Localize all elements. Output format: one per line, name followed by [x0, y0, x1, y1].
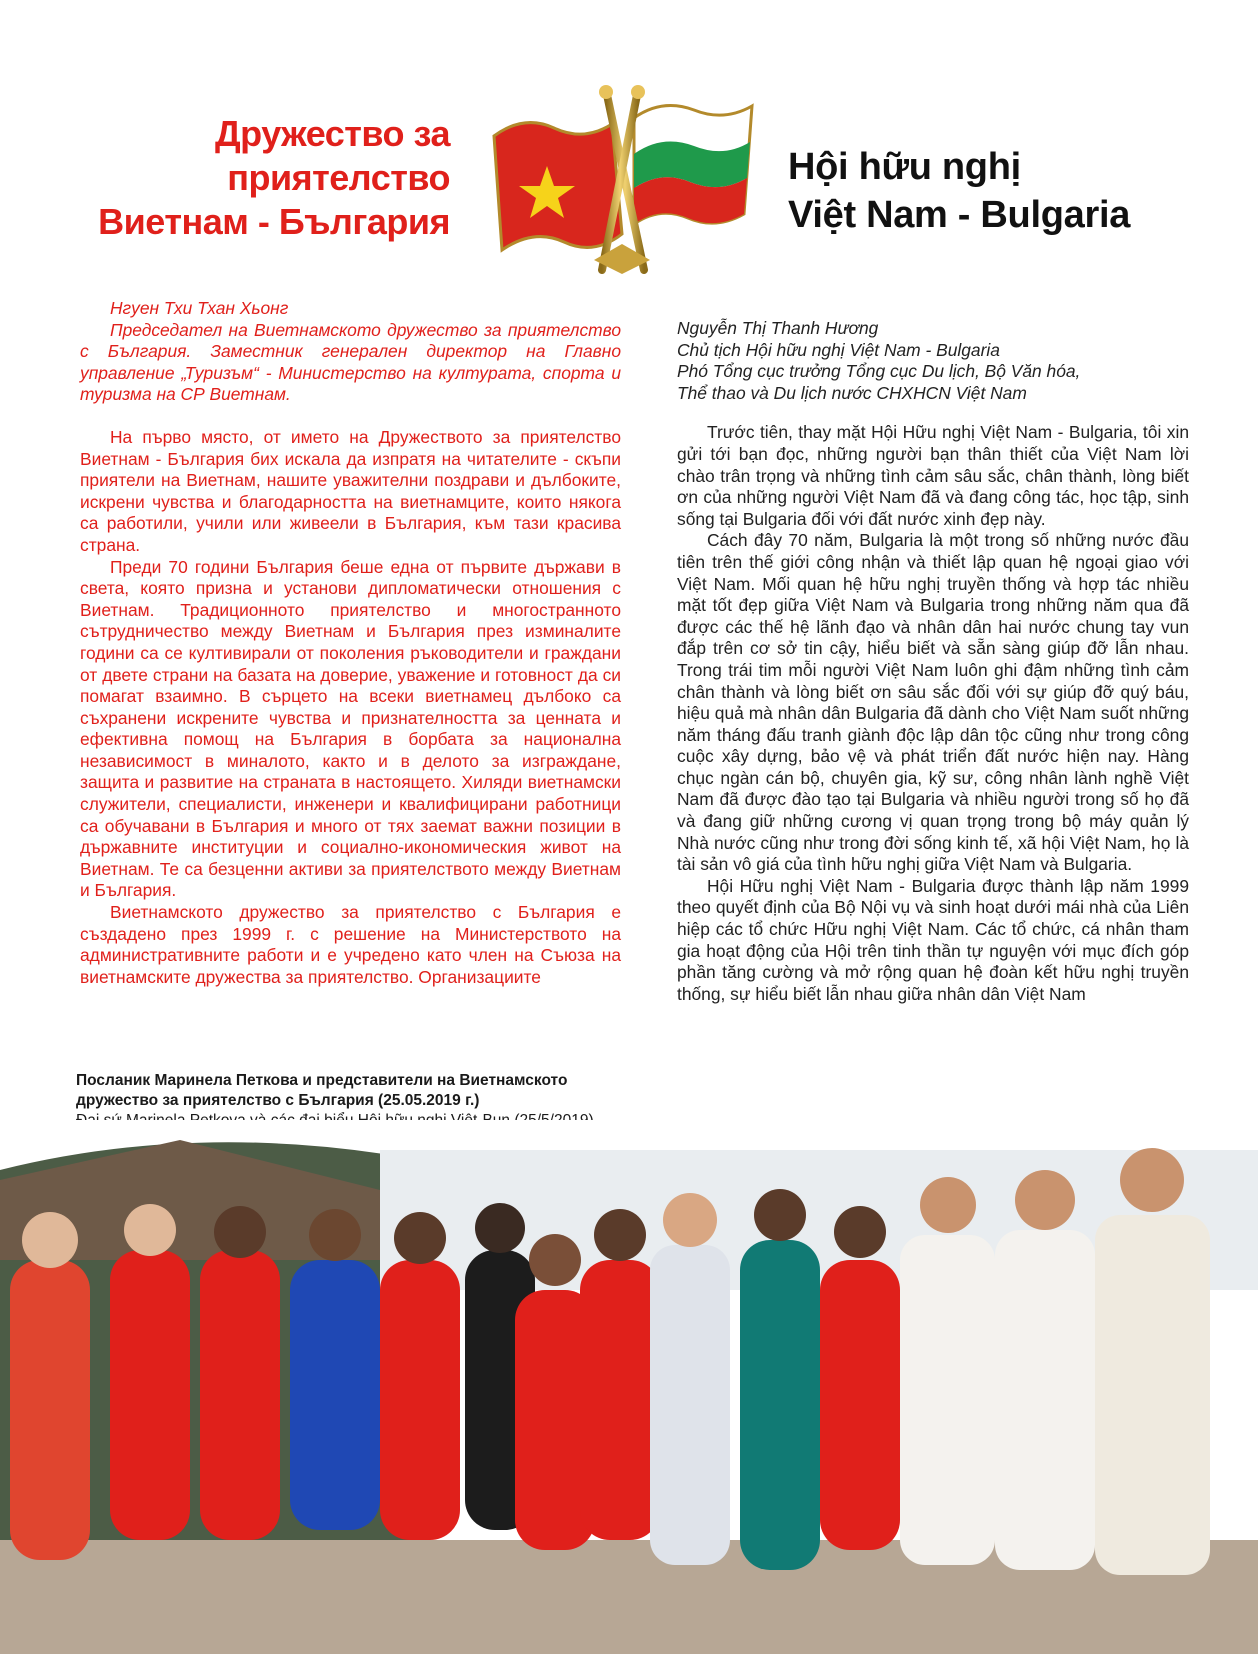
bulgarian-title-line: Дружество за — [215, 113, 450, 154]
vietnamese-paragraph: Trước tiên, thay mặt Hội Hữu nghị Việt Nam - Bulgaria, tôi xin gửi tới bạn đọc, những người bạn thân thiết của Việt Nam lời chào trân trọng và những tình cảm sâu sắc, chân thành, lòng biết ơn của những người Việt Nam đã và đang công tác, học tập, sinh sống tại Bulgaria đối với đất nước xinh đẹp này. — [677, 422, 1189, 529]
vietnamese-title-line: Hội hữu nghị — [788, 146, 1021, 188]
vietnamese-author-block — [677, 318, 1189, 404]
bulgarian-paragraph: Преди 70 години България беше една от първите държави в света, която призна и установи дипломатически отношения с Виетнам. Традиционното приятелство и многостранното сътрудничество между Виетнам и България през изминалите години са се култивирали от поколения ръководители и граждани от двете страни на базата на доверие, уважение и готовност да си помагат взаимно. В сърцето на всеки виетнамец дълбоко са съхранени искрените чувства и признателността за ценната и ефективна помощ на България в борбата за национална независимост в миналото, както и в делото за изграждане, защита и развитие на страната в настоящето. Хиляди виетнамски служители, специалисти, инженери и квалифицирани работници са обучавани в България и много от тях заемат важни позиции в държавните институции и социално-икономическия живот на Виетнам. Те са безценни активи за приятелството между Виетнам и България. — [80, 556, 621, 901]
bulgarian-author-role: Председател на Виетнамското дружество за приятелство с България. Заместник генерален директор на Главно управление „Туризъм“ - Министерство на културата, спорта и туризма на СР Виетнам. — [80, 319, 621, 405]
bulgarian-paragraph: Виетнамското дружество за приятелство с България е създадено през 1999 г. с решение на Министерството на административните работи и е учредено като член на Съюза на виетнамските дружества за приятелство. Организациите — [80, 902, 621, 987]
group-photo-image — [0, 1120, 1258, 1654]
bulgarian-author-name: Нгуен Тхи Тхан Хьонг — [110, 298, 289, 318]
bulgarian-article — [80, 298, 621, 988]
vietnamese-title-line: Việt Nam - Bulgaria — [788, 194, 1131, 236]
bulgarian-paragraph: На първо място, от името на Дружеството за приятелство Виетнам - България бих искала да изпратя на читателите - скъпи приятели на Виетнам, нашите уважителни поздрави и дълбоките, искрени чувства и благодарността на виетнамците, които някога са работили, учили или живеели в България, към тази красива страна. — [80, 426, 621, 555]
vietnam-bulgaria-crossed-flags-icon — [484, 84, 762, 276]
bulgarian-author-block — [80, 298, 621, 406]
vietnamese-paragraph: Cách đây 70 năm, Bulgaria là một trong số những nước đầu tiên trên thế giới công nhận và thiết lập quan hệ ngoại giao với Việt Nam. Mối quan hệ hữu nghị truyền thống và hợp tác nhiều mặt tốt đẹp giữa Việt Nam và Bulgaria trong những năm qua đã được các thế hệ lãnh đạo và nhân dân hai nước chung tay vun đắp trên cơ sở tin cậy, hiểu biết và sẵn sàng giúp đỡ lẫn nhau. Trong trái tim mỗi người Việt Nam luôn ghi đậm những tình cảm chân thành và lòng biết ơn sâu sắc đối với sự giúp đỡ quý báu, hiệu quả mà nhân dân Bulgaria đã dành cho Việt Nam suốt những năm tháng đấu tranh giành độc lập dân tộc cũng như trong công cuộc xây dựng, bảo vệ và phát triển đất nước hiện nay. Hàng chục ngàn cán bộ, chuyên gia, kỹ sư, công nhân lành nghề Việt Nam đã được đào tạo tại Bulgaria và nhiều người trong số họ đã và đang giữ những cương vị quan trọng trong bộ máy quản lý Nhà nước cũng như trong đời sống kinh tế, xã hội Việt Nam, họ là tài sản vô giá của tình hữu nghị giữa Việt Nam và Bulgaria. — [677, 530, 1189, 875]
vietnamese-paragraph: Hội Hữu nghị Việt Nam - Bulgaria được thành lập năm 1999 theo quyết định của Bộ Nội vụ và sinh hoạt dưới mái nhà của Liên hiệp các tổ chức Hữu nghị Việt Nam. Các tổ chức, cá nhân tham gia hoạt động của Hội trên tinh thần tự nguyện với mục đích góp phần tăng cường và mở rộng quan hệ đoàn kết hữu nghị truyền thống, sự hiểu biết lẫn nhau giữa nhân dân Việt Nam — [677, 875, 1189, 1004]
vietnamese-author-line: Nguyễn Thị Thanh Hương — [677, 318, 879, 338]
vietnamese-author-line: Chủ tịch Hội hữu nghị Việt Nam - Bulgaria — [677, 339, 1000, 360]
vietnamese-author-line: Thể thao và Du lịch nước CHXHCN Việt Nam — [677, 382, 1027, 403]
vietnamese-author-line: Phó Tổng cục trưởng Tổng cục Du lịch, Bộ Văn hóa, — [677, 361, 1081, 382]
photo-caption-bulgarian: Посланик Маринела Петкова и представители на Виетнамското дружество за приятелство с България (25.05.2019 г.) — [76, 1072, 568, 1109]
bulgarian-title — [60, 112, 450, 244]
vietnamese-article — [677, 318, 1189, 1005]
vietnamese-title — [788, 143, 1208, 239]
bulgarian-title-line: приятелство — [227, 157, 450, 198]
bulgarian-title-line: Виетнам - България — [98, 201, 450, 242]
